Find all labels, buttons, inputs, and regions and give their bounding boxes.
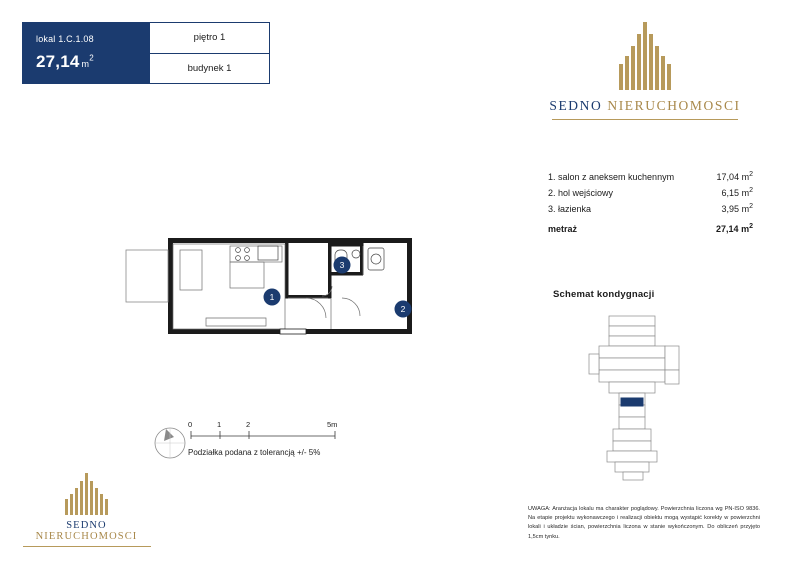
logo-mark-icon (14, 471, 159, 515)
room-list (548, 168, 753, 236)
scale-tick-0: 0 (188, 420, 193, 429)
room-name: 3. łazienka (548, 203, 592, 214)
logo-wordmark (14, 520, 159, 542)
scale-bar (150, 420, 400, 457)
room-area: 6,15 $m^2$ (721, 186, 753, 198)
logo-word-nieruchomosci: NIERUCHOMOSCI (35, 531, 138, 542)
total-row (548, 220, 753, 236)
room-row (548, 200, 753, 216)
unit-area-sup: 2 (89, 53, 94, 63)
disclaimer-text: UWAGA: Aranżacja lokalu ma charakter poglądowy. Powierzchnia liczona wg PN-ISO 9836. Na etapie projektu wykonawczego i realizacji obiektu mogą wystąpić korekty w powierzchni lokali i układzie ścian, powierzchnia liczona w stanie wykończonym. Do obliczeń przyjęto 1,5cm tynku. (528, 506, 760, 540)
total-label: metraż (548, 223, 578, 234)
svg-text:3: 3 (339, 260, 345, 270)
room-row (548, 168, 753, 184)
unit-code: lokal 1.C.1.08 (36, 34, 94, 44)
scale-note: Podziałka podana z tolerancją +/- 5% (188, 448, 321, 457)
floorplan-svg (110, 232, 440, 352)
logo-word-sedno: SEDNO (66, 520, 107, 531)
logo-word-sedno: SEDNO (549, 98, 603, 113)
unit-badge-primary (22, 22, 150, 84)
room-area: 3,95 $m^2$ (721, 202, 753, 214)
brand-logo-top (540, 18, 750, 120)
unit-badge (22, 22, 270, 84)
logo-divider (23, 546, 151, 547)
unit-area (36, 52, 138, 72)
unit-badge-secondary (150, 22, 270, 84)
unit-area-unit: m (81, 59, 90, 69)
svg-text:2: 2 (400, 304, 406, 314)
logo-divider (552, 119, 738, 120)
logo-wordmark (540, 98, 750, 114)
unit-building: budynek 1 (150, 53, 269, 84)
highlighted-unit (621, 398, 643, 406)
floor-schema-diagram (585, 310, 705, 482)
room-row (548, 184, 753, 200)
room-area: 17,04 $m^2$ (716, 170, 753, 182)
compass-icon (150, 420, 193, 463)
unit-area-value: 27,14 (36, 52, 80, 71)
brand-logo-bottom (14, 471, 159, 547)
svg-text:1: 1 (269, 292, 275, 302)
scale-tick-2: 2 (246, 420, 251, 429)
room-name: 1. salon z aneksem kuchennym (548, 171, 675, 182)
total-area: 27,14 $m^2$ (716, 222, 753, 234)
room-name: 2. hol wejściowy (548, 187, 614, 198)
floor-schema-svg (585, 310, 705, 482)
scale-tick-end: 5m (327, 420, 338, 429)
logo-mark-icon (540, 18, 750, 90)
floor-schema-title: Schemat kondygnacji (553, 289, 655, 300)
logo-word-nieruchomosci: NIERUCHOMOSCI (607, 98, 741, 113)
apartment-floorplan (110, 232, 440, 352)
scale-tick-1: 1 (217, 420, 222, 429)
scale-ticks (188, 420, 338, 439)
unit-floor: piętro 1 (193, 32, 226, 44)
